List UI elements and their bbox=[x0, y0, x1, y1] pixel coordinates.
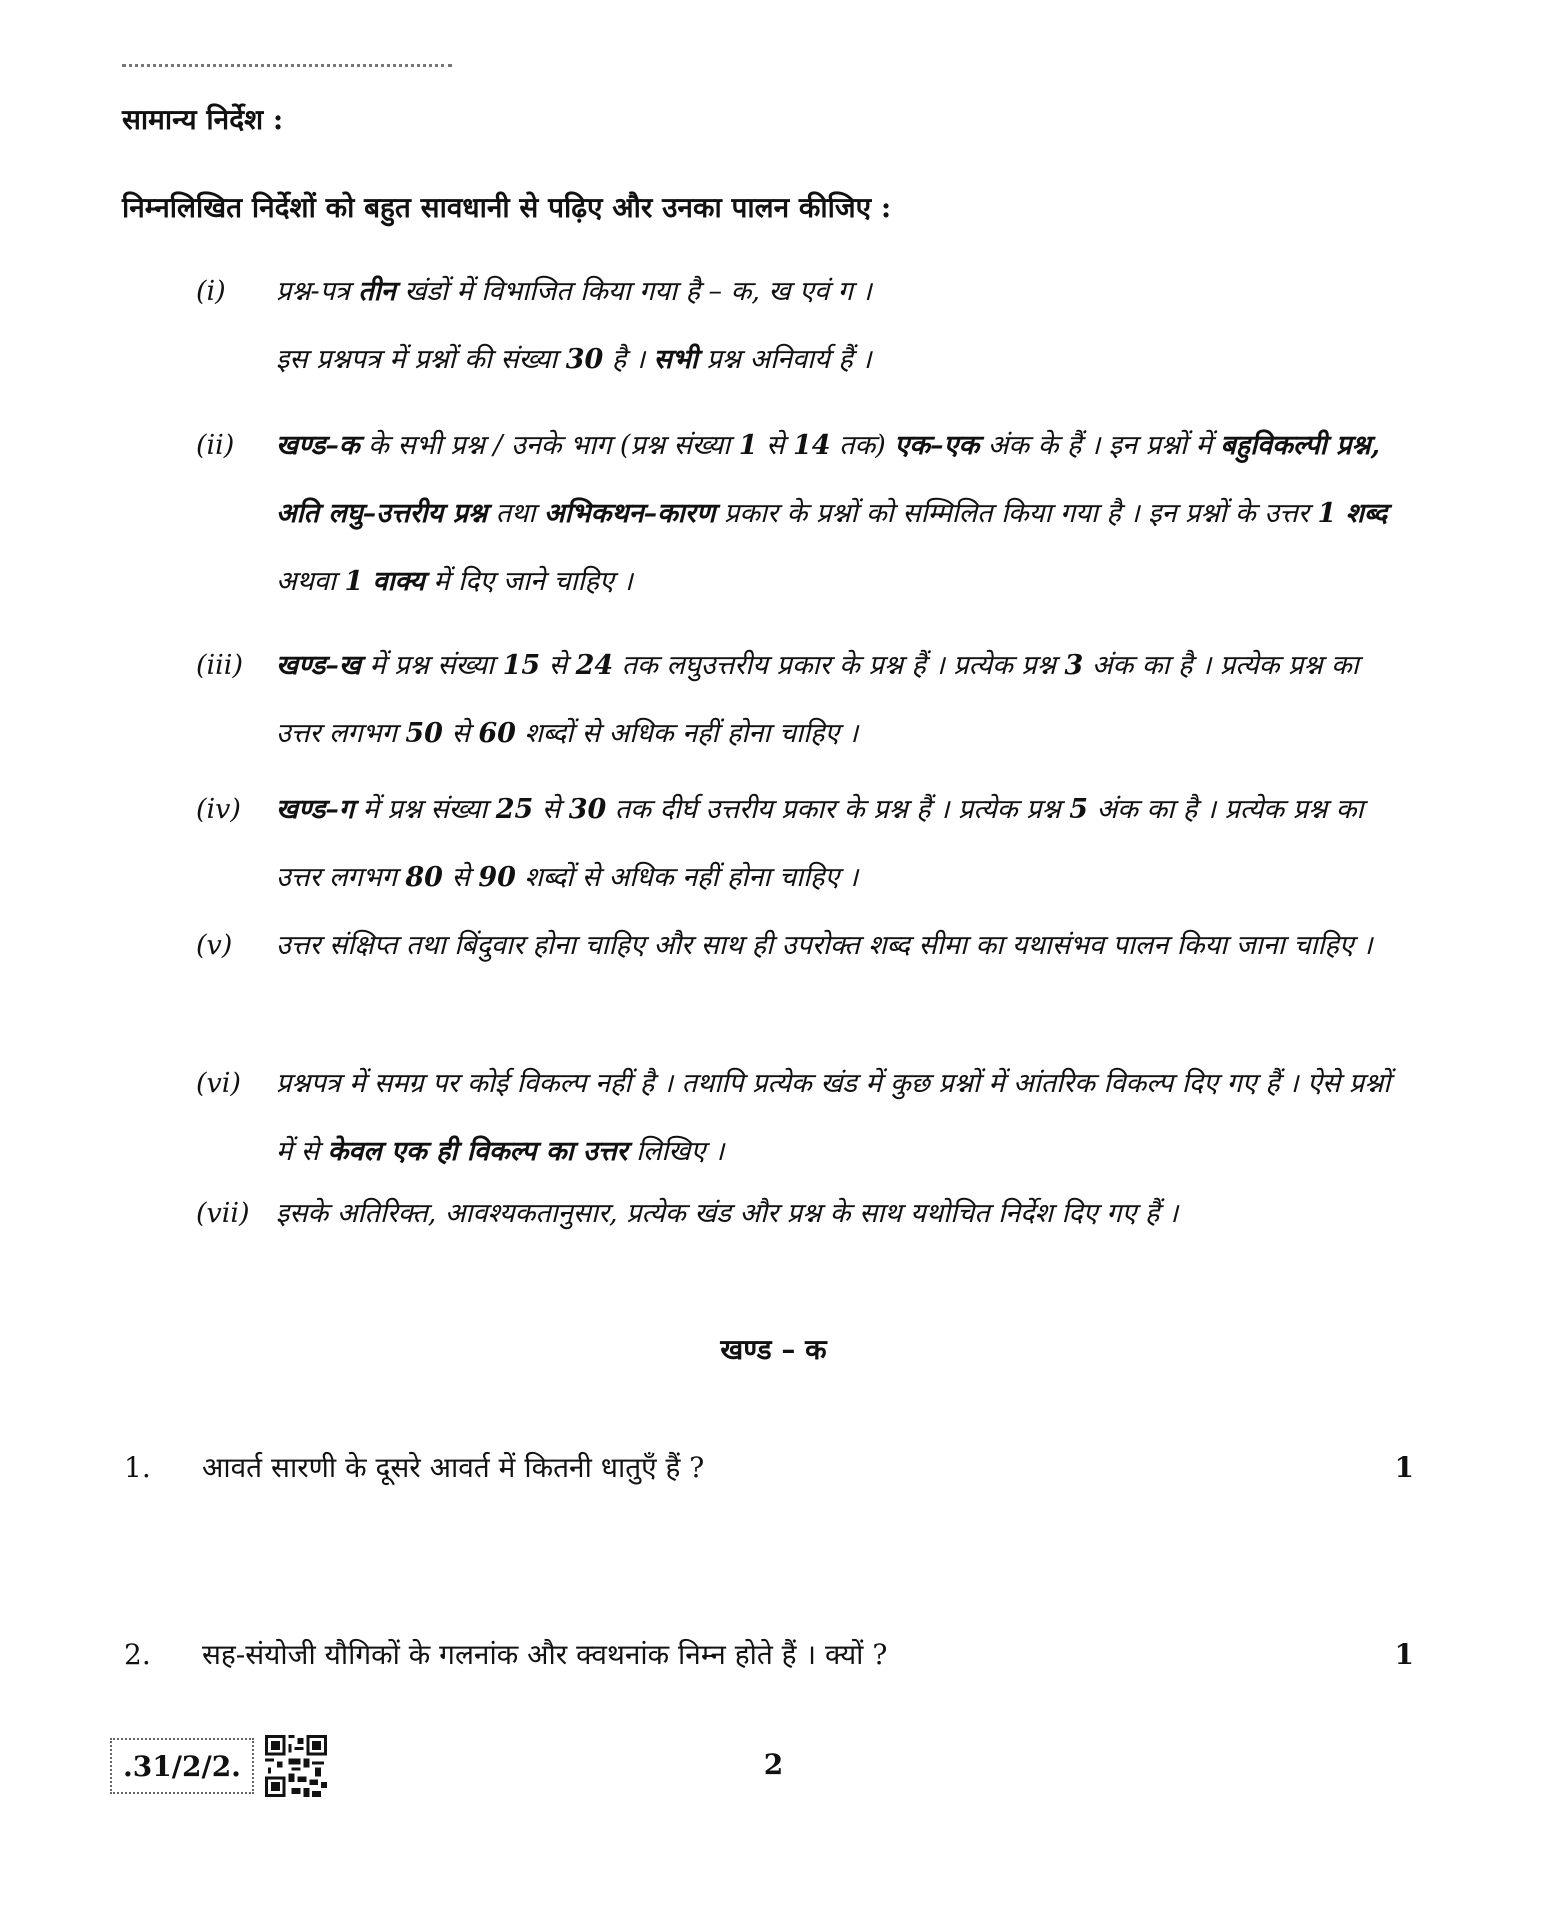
question-text: आवर्त सारणी के दूसरे आवर्त में कितनी धातुएँ हैं ? bbox=[202, 1451, 705, 1484]
section-title: खण्ड – क bbox=[720, 1333, 827, 1366]
instruction-number: (iv) bbox=[196, 794, 241, 825]
instruction-text: उत्तर संक्षिप्त तथा बिंदुवार होना चाहिए और साथ ही उपरोक्त शब्द सीमा का यथासंभव पालन किया जाना चाहिए । bbox=[276, 930, 1373, 961]
read-instructions-heading: निम्नलिखित निर्देशों को बहुत सावधानी से पढ़िए और उनका पालन कीजिए : bbox=[122, 191, 892, 224]
instruction-line: इस प्रश्नपत्र में प्रश्नों की संख्या 30 है । सभी प्रश्न अनिवार्य हैं । bbox=[276, 344, 872, 375]
question-marks: 1 bbox=[1394, 1451, 1414, 1484]
question-number: 2. bbox=[124, 1638, 151, 1671]
instruction-number: (i) bbox=[196, 276, 226, 307]
instruction-vi bbox=[196, 1050, 1411, 1186]
paper-code: .31/2/2. bbox=[123, 1749, 241, 1783]
instruction-number: (vi) bbox=[196, 1068, 241, 1099]
instruction-line: प्रश्न-पत्र तीन खंडों में विभाजित किया गया है – क, ख एवं ग । bbox=[276, 276, 872, 307]
instruction-text: खण्ड–ग में प्रश्न संख्या 25 से 30 तक दीर्घ उत्तरीय प्रकार के प्रश्न हैं । प्रत्येक प्रश्न 5 अंक का है । प्रत्येक प्रश्न का उत्तर लगभग 80 से 90 शब्दों से अधिक नहीं होना चाहिए । bbox=[276, 794, 1364, 893]
instruction-text: खण्ड–क के सभी प्रश्न / उनके भाग (प्रश्न संख्या 1 से 14 तक) एक–एक अंक के हैं । इन प्रश्नों में बहुविकल्पी प्रश्न, अति लघु–उत्तरीय प्रश्न तथा अभिकथन–कारण प्रकार के प्रश्नों को सम्मिलित किया गया है । इन प्रश्नों के उत्तर 1 शब्द अथवा 1 वाक्य में दिए जाने चाहिए । bbox=[276, 430, 1388, 597]
instruction-number: (ii) bbox=[196, 430, 235, 461]
instruction-ii bbox=[196, 412, 1411, 616]
top-dotted-rule bbox=[122, 64, 452, 67]
question-marks: 1 bbox=[1394, 1638, 1414, 1671]
instruction-i bbox=[196, 258, 1411, 394]
instruction-text: इसके अतिरिक्त, आवश्यकतानुसार, प्रत्येक खंड और प्रश्न के साथ यथोचित निर्देश दिए गए हैं । bbox=[276, 1198, 1179, 1229]
instruction-vii bbox=[196, 1180, 1411, 1248]
question-text: सह-संयोजी यौगिकों के गलनांक और क्वथनांक निम्न होते हैं । क्यों ? bbox=[202, 1638, 888, 1671]
instruction-number: (vii) bbox=[196, 1198, 250, 1229]
page-number: 2 bbox=[763, 1748, 784, 1781]
instruction-text: खण्ड–ख में प्रश्न संख्या 15 से 24 तक लघुउत्तरीय प्रकार के प्रश्न हैं । प्रत्येक प्रश्न 3 अंक का है । प्रत्येक प्रश्न का उत्तर लगभग 50 से 60 शब्दों से अधिक नहीं होना चाहिए । bbox=[276, 650, 1359, 749]
instruction-number: (v) bbox=[196, 930, 233, 961]
instruction-iv bbox=[196, 776, 1411, 912]
instruction-v bbox=[196, 912, 1411, 980]
question-number: 1. bbox=[124, 1451, 151, 1484]
instruction-number: (iii) bbox=[196, 650, 243, 681]
instruction-iii bbox=[196, 632, 1411, 768]
instruction-text: प्रश्नपत्र में समग्र पर कोई विकल्प नहीं है । तथापि प्रत्येक खंड में कुछ प्रश्नों में आंतरिक विकल्प दिए गए हैं । ऐसे प्रश्नों में से केवल एक ही विकल्प का उत्तर लिखिए । bbox=[276, 1068, 1391, 1167]
general-instructions-heading: सामान्य निर्देश : bbox=[122, 103, 284, 136]
